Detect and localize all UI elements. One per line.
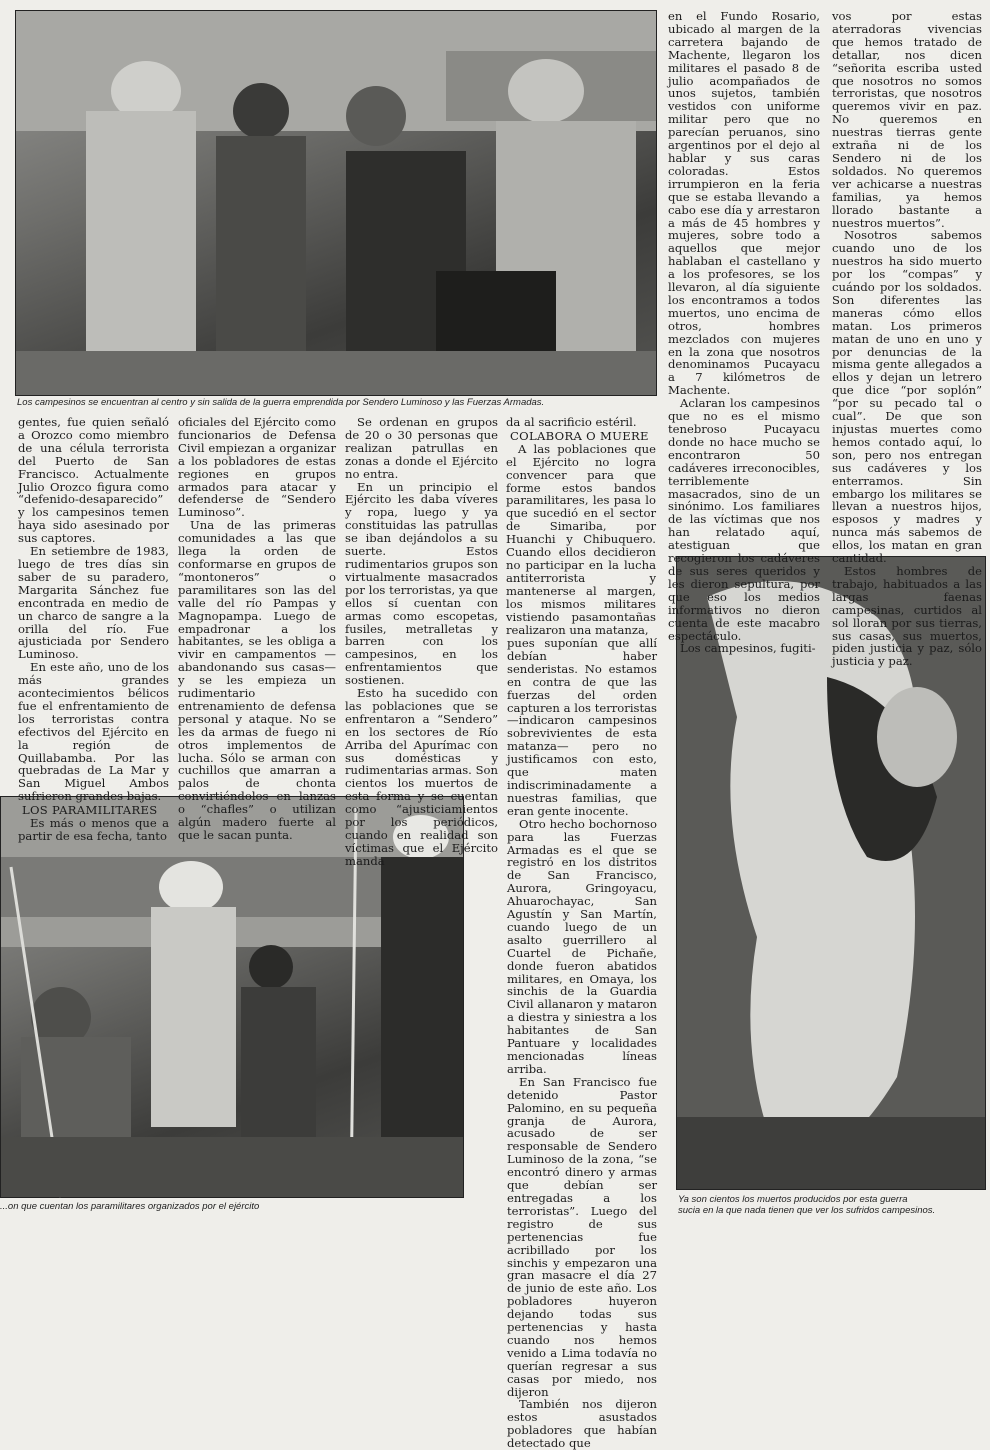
article-column-4-top	[506, 416, 656, 644]
article-column-3	[345, 415, 498, 868]
photo-right-caption-line1: Ya son cientos los muertos producidos por esta guerra	[678, 1194, 908, 1205]
article-column-5	[668, 9, 820, 656]
col1-paragraph-2: En setiembre de 1983, luego de tres días sin saber de su paradero, Margarita Sánchez fue encontrada en medio de un charco de sangre a la orilla del río. Fue ajusticiada por Sendero Luminoso.	[18, 544, 169, 662]
article-column-2	[178, 415, 336, 842]
col4-paragraph-0: da al sacrificio estéril.	[506, 415, 637, 429]
photo-soldiers-campesinos	[15, 10, 657, 396]
col1-paragraph-1: gentes, fue quien señaló a Orozco como miembro de una célula terrorista del Puerto de San Francisco. Actualmente Julio Orozco figura como “defenido-desaparecido” y los campesinos temen haya sido asesinado por sus captores.	[18, 415, 169, 546]
col4-paragraph-3: En San Francisco fue detenido Pastor Palomino, en su pequeña granja de Aurora, acusado de ser responsable de Sendero Luminoso de la zona, “se encontró dinero y armas que debían ser entregadas a los terroristas”. Luego del registro de sus pertenencias fue acribillado por los sinchis y empezaron una gran masacre el día 27 de junio de este año. Los pobladores huyeron dejando todas sus pertenencias y hasta cuando nos hemos venido a Lima todavía no querían regresar a sus casas por miedo, nos dijeron	[507, 1074, 657, 1399]
col4-paragraph-2: Otro hecho bochornoso para las Fuerzas Armadas es el que se registró en los distritos de San Francisco, Aurora, Gringoyacu, Ahuarochayac, San Agustín y San Martín, cuando luego de un asalto guerrillero al Cuartel de Pichañe, donde fueron abatidos militares, en Omaya, los sinchis de la Guardia Civil allanaron y mataron a diestra y siniestra a los habitantes de San Pantuare y localidades mencionadas líneas arriba.	[507, 816, 657, 1076]
col3-paragraph-1: Se ordenan en grupos de 20 o 30 personas que realizan patrullas en zonas a donde el Ejército no entra.	[345, 415, 498, 481]
article-column-4-bottom	[507, 636, 657, 1450]
photo-bottom-left-caption: ...on que cuentan los paramilitares organizados por el ejército	[0, 1201, 260, 1212]
col1-paragraph-4: Es más o menos que a partir de esa fecha, tanto	[18, 816, 169, 843]
photo-top-caption: Los campesinos se encuentran al centro y sin salida de la guerra emprendida por Sendero Luminoso y las Fuerzas Armadas.	[17, 397, 545, 408]
col4-paragraph-1b: pues suponían que allí debían haber senderistas. No estamos en contra de que las fuerzas del orden capturen a los terroristas —indicaron campesinos sobrevivientes de esta matanza— pero no justificamos con esto, que maten indiscriminadamente a nuestras familias, que eran gente inocente.	[507, 636, 657, 818]
heading-colabora-o-muere: COLABORA O MUERE	[510, 428, 649, 443]
col4-paragraph-1: A las poblaciones que el Ejército no logra convencer para que forme estos bandos paramilitares, les pasa lo que sucedió en el sector de Simariba, por Huanchi y Chibuquero. Cuando ellos decidieron no participar en la lucha antiterrorista y mantenerse al margen, los mismos militares vistiendo pasamontañas realizaron una matanza,	[506, 441, 656, 637]
heading-los-paramilitares: LOS PARAMILITARES	[22, 803, 158, 818]
photo-right-caption-line2: sucia en la que nada tienen que ver los sufridos campesinos.	[678, 1205, 936, 1216]
col1-paragraph-3: En este año, uno de los más grandes acontecimientos bélicos fue el enfrentamiento de los terroristas contra efectivos del Ejército en la región de Quillabamba. Por las quebradas de La Mar y San Miguel Ambos sufrieron grandes bajas.	[18, 660, 169, 804]
photo-top-image	[16, 11, 656, 395]
article-column-6	[832, 9, 982, 669]
col5-paragraph-3: Los campesinos, fugiti-	[680, 641, 816, 656]
col6-paragraph-1: vos por estas aterradoras vivencias que hemos tratado de detallar, nos dicen “señorita escriba usted que nosotros no somos terroristas, que nosotros queremos vivir en paz. No queremos en nuestras tierras gente extraña ni de los Sendero ni de los soldados. No queremos ver achicarse a nuestras familias, ya hemos llorado bastante a nuestros muertos”.	[832, 9, 982, 230]
col2-paragraph-2: Una de las primeras comunidades a las que llega la orden de conformarse en grupos de “montoneros” o paramilitares son las del valle del río Pampas y Magnopampa. Luego de empadronar a los habitantes, se les obliga a vivir en campamentos —abandonando sus casas— y se les empieza un rudimentario entrenamiento de defensa personal y ataque. No se les da armas de fuego ni otros implementos de lucha. Sólo se arman con cuchillos que amarran a palos de chonta convirtiéndolos en lanzas o “chafles” o utilizan algún madero fuerte al que le sacan punta.	[178, 518, 336, 842]
col4-paragraph-4: También nos dijeron estos asustados pobladores que habían detectado que	[507, 1397, 657, 1450]
col3-paragraph-3: Esto ha sucedido con las poblaciones que se enfrentaron a “Sendero” en los sectores de Río Arriba del Apurímac con sus domésticas y rudimentarias armas. Son cientos los muertos de esta forma y se cuentan como “ajusticiamientos por los periódicos, cuando en realidad son víctimas que el Ejército manda	[345, 686, 498, 868]
col2-paragraph-1: oficiales del Ejército como funcionarios de Defensa Civil empiezan a organizar a los pobladores de estas regiones en grupos armados para atacar y defenderse de “Sendero Luminoso”.	[178, 415, 336, 520]
col3-paragraph-2: En un principio el Ejército les daba víveres y ropa, luego y ya constituidas las patrullas se iban dejándolos a su suerte. Estos rudimentarios grupos son virtualmente masacrados por los terroristas, ya que ellos sí cuentan con armas como escopetas, fusiles, metralletas y barren con los campesinos, en los enfrentamientos que sostienen.	[345, 479, 498, 688]
article-column-1	[18, 415, 169, 843]
col5-paragraph-1: en el Fundo Rosario, ubicado al margen de la carretera bajando de Machente, llegaron los militares el pasado 8 de julio acompañados de unos sujetos, también vestidos con uniforme militar pero que no parecían peruanos, sino argentinos por el dejo al hablar y sus caras coloradas. Estos irrumpieron en la feria que se estaba llevando a cabo ese día y arrestaron a más de 45 hombres y mujeres, sobre todo a aquellos que mejor hablaban el castellano y a los profesores, se los llevaron, al día siguiente los encontramos a todos muertos, uno encima de otros, hombres mezclados con mujeres en la zona que nosotros denominamos Pucayacu a 7 kilómetros de Machente.	[668, 9, 820, 398]
col6-paragraph-3: Estos hombres de trabajo, habituados a las largas faenas campesinas, curtidos al sol lloran por sus tierras, sus casas, sus muertos, piden justicia y paz, sólo justicia y paz.	[832, 563, 982, 669]
col5-paragraph-2: Aclaran los campesinos que no es el mismo tenebroso Pucayacu donde no hace mucho se encontraron 50 cadáveres irreconocibles, terriblemente masacrados, sino de un sinónimo. Los familiares de las víctimas que nos han relatado aquí, atestiguan que recogieron los cadáveres de sus seres queridos y les dieron sepultura, por que eso los medios informativos no dieron cuenta de este macabro espectáculo.	[668, 396, 820, 643]
col6-paragraph-2: Nosotros sabemos cuando uno de los nuestros ha sido muerto por los “compas” y cuándo por los soldados. Son diferentes las maneras cómo ellos matan. Los primeros matan de uno en uno y por denuncias de la misma gente allegados a ellos y dejan un letrero que dice “por soplón” “por su pecado tal o cual”. De que son injustas muertes como hemos contado aquí, lo son, pero nos entregan sus cadáveres y los enterramos. Sin embargo los militares se llevan a nuestros hijos, esposos y madres y nunca más sabemos de ellos, los matan en gran cantidad.	[832, 228, 982, 566]
